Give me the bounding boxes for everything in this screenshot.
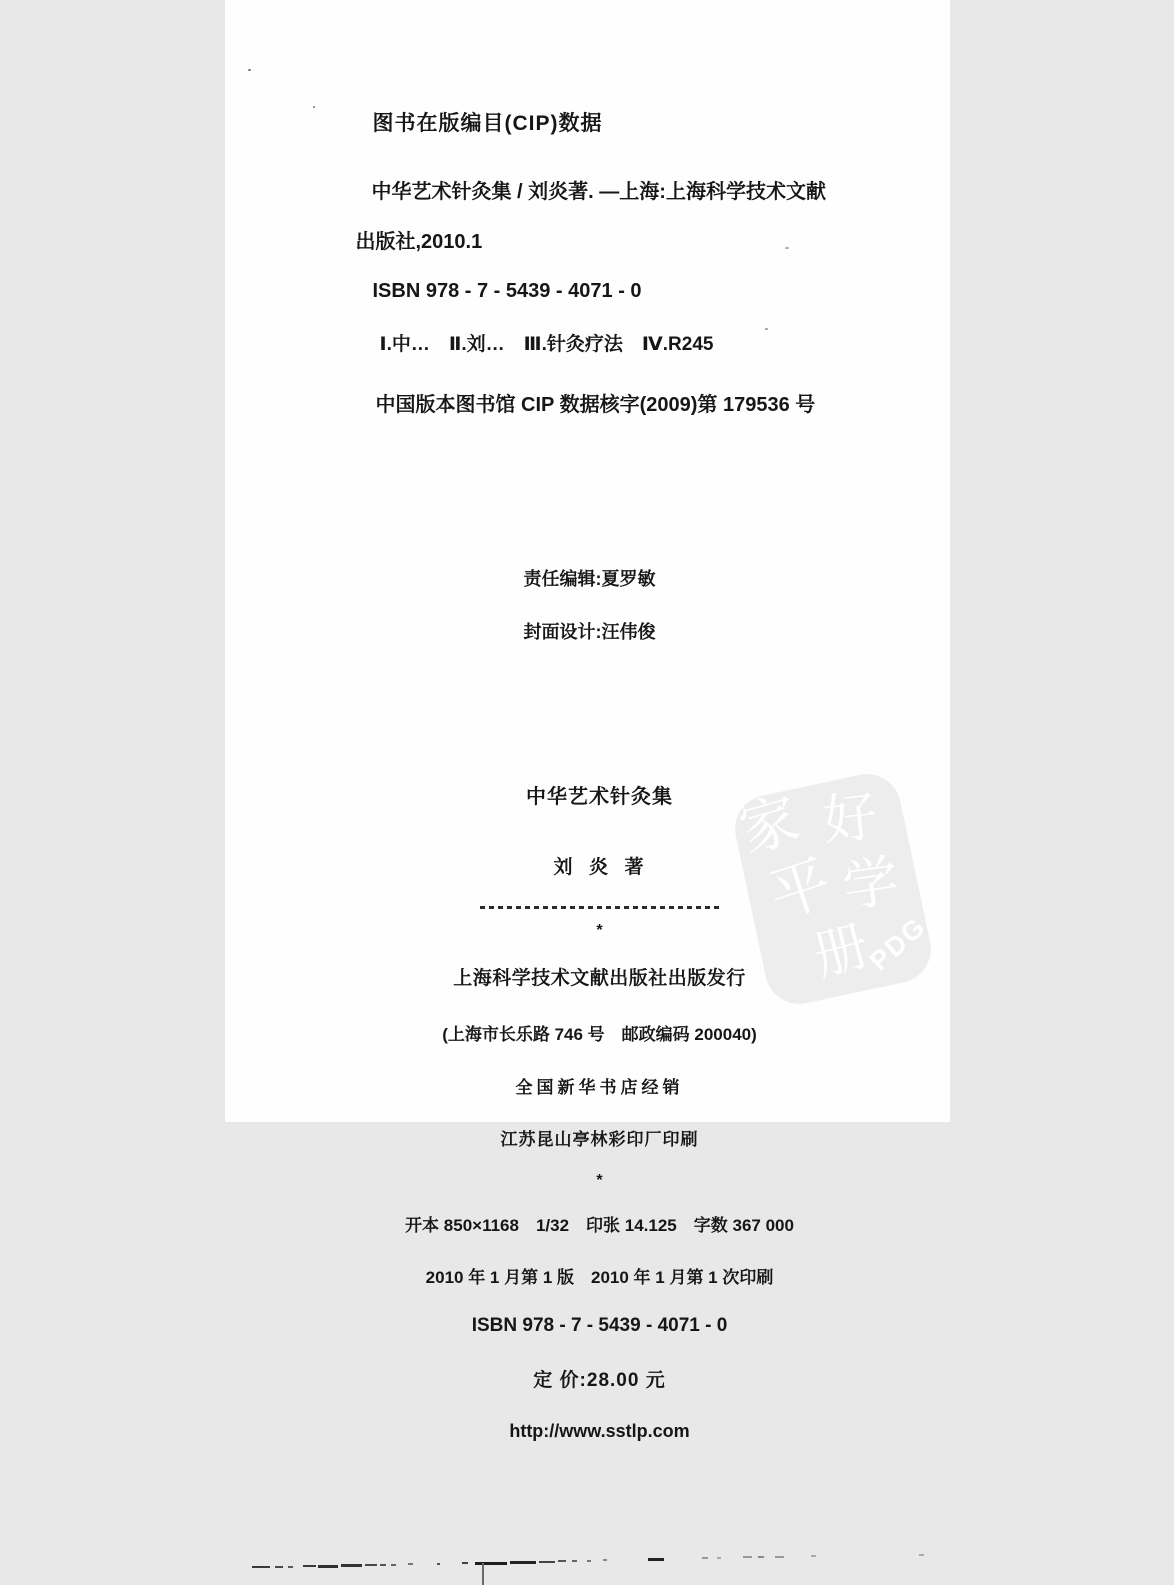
distributor-line: 全国新华书店经销: [300, 1073, 900, 1098]
seal-glyph: 册: [808, 919, 874, 985]
cip-entry-line2: 出版社,2010.1: [356, 231, 1081, 254]
cip-entry-line1: 中华艺术针灸集 / 刘炎著. —上海:上海科学技术文献: [372, 181, 1097, 204]
printer-line: 江苏昆山亭林彩印厂印刷: [300, 1125, 900, 1150]
edition-line: 2010 年 1 月第 1 版 2010 年 1 月第 1 次印刷: [300, 1263, 900, 1288]
publisher-address: (上海市长乐路 746 号 邮政编码 200040): [300, 1020, 900, 1045]
price-line: 定 价:28.00 元: [300, 1365, 900, 1392]
cip-isbn: ISBN 978 - 7 - 5439 - 4071 - 0: [373, 280, 1098, 303]
publisher-line: 上海科学技术文献出版社出版发行: [300, 963, 900, 990]
pdg-watermark-label: PDG: [863, 911, 932, 977]
seal-glyph: 好: [820, 789, 879, 848]
isbn-line: ISBN 978 - 7 - 5439 - 4071 - 0: [300, 1315, 900, 1337]
responsible-editor: 责任编辑:夏罗敏: [524, 569, 1174, 590]
scan-speck: [248, 69, 251, 71]
publisher-url: http://www.sstlp.com: [300, 1421, 900, 1442]
cip-record-number: 中国版本图书馆 CIP 数据核字(2009)第 179536 号: [376, 394, 1101, 417]
scan-speck: [313, 106, 315, 108]
asterisk-divider-top: *: [300, 922, 900, 940]
book-title: 中华艺术针灸集: [300, 780, 900, 809]
seal-glyph: 家: [733, 790, 805, 862]
scan-vertical-tick: [482, 1563, 484, 1585]
cover-designer: 封面设计:汪伟俊: [524, 622, 1174, 643]
book-copyright-page: [225, 0, 950, 1122]
book-author: 刘 炎 著: [300, 852, 900, 879]
scan-speck: [765, 328, 768, 330]
dashed-divider: [480, 906, 722, 909]
format-line: 开本 850×1168 1/32 印张 14.125 字数 367 000: [300, 1211, 900, 1236]
asterisk-divider-bottom: *: [300, 1172, 900, 1190]
seal-glyph: 平: [762, 852, 838, 928]
cip-classification: Ⅰ.中… Ⅱ.刘… Ⅲ.针灸疗法 Ⅳ.R245: [380, 334, 1105, 356]
cip-header: 图书在版编目(CIP)数据: [373, 112, 1098, 136]
seal-glyph: 学: [839, 853, 902, 916]
